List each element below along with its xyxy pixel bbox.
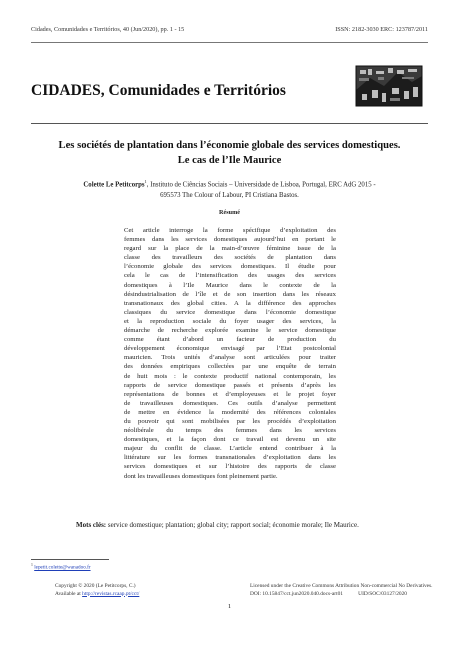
abstract-line: représentations de bonnes et d’employeuses et le projet foyer [124, 390, 336, 398]
doi-text: DOI: 10.15847/cct.jun2020.040.docs-art01 [250, 590, 343, 597]
uid-text: UID/SOC/03127/2020 [358, 590, 407, 597]
header-divider [31, 42, 428, 43]
abstract-line: du pouvoir qui sont mobilisées par les procédés d’exploitation [124, 417, 336, 425]
abstract-line: l’économie globale des services domestiques. Il étudie pour [124, 263, 336, 271]
paper-title-line: Les sociétés de plantation dans l’économie globale des services domestiques. [58, 140, 401, 151]
abstract-line: de travailleuses domestiques. Ces outils d’analyse permettent [124, 399, 336, 407]
license-block [250, 583, 433, 598]
keywords-text: service domestique; plantation; global city; rapport social; économie morale; Ile Maurice. [106, 521, 359, 529]
abstract-body [124, 226, 336, 481]
abstract-line: Cet article interroge la forme spécifique d’exploitation des [124, 227, 336, 234]
journal-citation: Cidades, Comunidades e Territórios, 40 (Jun/2020), pp. 1 - 15 [31, 26, 185, 33]
journal-url-link[interactable]: http://revistas.rcaap.pt/cct/ [82, 590, 140, 597]
abstract-line: domestiques, et la façon dont ce travail est devenu un site [124, 436, 336, 444]
author-name: Colette Le Petitcorps [83, 181, 145, 189]
page-number: 1 [227, 603, 232, 610]
abstract-line: de huit mois : le contexte productif national contemporain, les [124, 372, 336, 380]
abstract-line: cela le cas de l’intensification des usages des services [124, 272, 336, 280]
author-email-link[interactable]: lepetit.colette@wanadoo.fr [34, 564, 91, 571]
affiliation: 695573 The Colour of Labour, PI Cristiana Bastos. [160, 192, 299, 200]
abstract-line: comme étant d’abord un facteur de production du [124, 336, 336, 344]
running-header [31, 26, 428, 36]
footnote [31, 563, 91, 571]
title-divider [31, 123, 428, 124]
abstract-line: des données empiriques collectées par une enquête de terrain [124, 363, 336, 371]
paper-title [40, 138, 419, 168]
affiliation: , Instituto de Ciências Sociais – Universidade de Lisboa, Portugal, ERC AdG 2015 - [146, 181, 376, 189]
abstract-line: de mettre en évidence la modernité des références coloniales [124, 408, 336, 416]
abstract-line: littérature sur les formes transnationales d’exploitation dans les [124, 454, 336, 462]
abstract-line: classiques du service domestique dans l’économie domestique [124, 308, 336, 316]
license-line: Licensed under the Creative Commons Attribution Non-commercial No Derivatives. [250, 583, 433, 589]
abstract-line: et la reproduction sociale du foyer usager des services, la [124, 317, 336, 325]
footnote-marker: 1 [144, 179, 147, 184]
copyright-block [55, 583, 139, 598]
keywords [76, 521, 419, 529]
abstract-line: classe des travailleurs des sociétés de plantation dans [124, 254, 336, 262]
abstract-line: développement économique envisagé par l’Etat postcolonial [124, 345, 336, 353]
abstract-line: regard sur la place de la main-d’œuvre féminine issue de la [124, 245, 336, 253]
keywords-label: Mots clés: [76, 521, 107, 529]
issn-label: ISSN: 2182-3030 ERC: 123787/2011 [335, 26, 428, 33]
author-block [40, 176, 419, 201]
copyright-line: Copyright © 2020 (Le Petitcorps, C.) [55, 583, 136, 589]
footnote-marker: 1 [31, 563, 33, 567]
abstract-line: mauricien. Trois unités d’analyse sont articulées pour traiter [124, 354, 336, 362]
abstract-line: femmes dans les services domestiques aujourd’hui en portant le [124, 236, 336, 244]
availability-text: Available at [55, 590, 83, 597]
abstract-line: rapports de service domestique passés et présents d’après les [124, 381, 336, 389]
abstract-line: services domestiques et sur l’histoire des rapports de classe [124, 463, 336, 471]
abstract-line: dont les travailleuses domestiques font pleinement partie. [124, 472, 278, 480]
journal-logo-icon [350, 60, 427, 110]
abstract-line: majeur du conflit de classe. L’article entend contribuer à la [124, 445, 336, 453]
footnote-divider [31, 559, 109, 560]
journal-title: CIDADES, Comunidades e Territórios [31, 82, 286, 99]
abstract-line: désindustrialisation de l’île et de son insertion dans les réseaux [124, 290, 336, 298]
abstract-heading: Résumé [219, 209, 240, 216]
abstract-line: néolibérale du temps des femmes dans les services [124, 427, 336, 435]
abstract-line: transnationaux des global cities. A la différence des approches [124, 299, 336, 307]
paper-title-line: Le cas de l’Ile Maurice [177, 155, 282, 166]
abstract-line: domestiques à l’Ile Maurice dans le contexte de la [124, 281, 336, 289]
abstract-line: démarche de recherche explorée examine le service domestique [124, 327, 336, 335]
